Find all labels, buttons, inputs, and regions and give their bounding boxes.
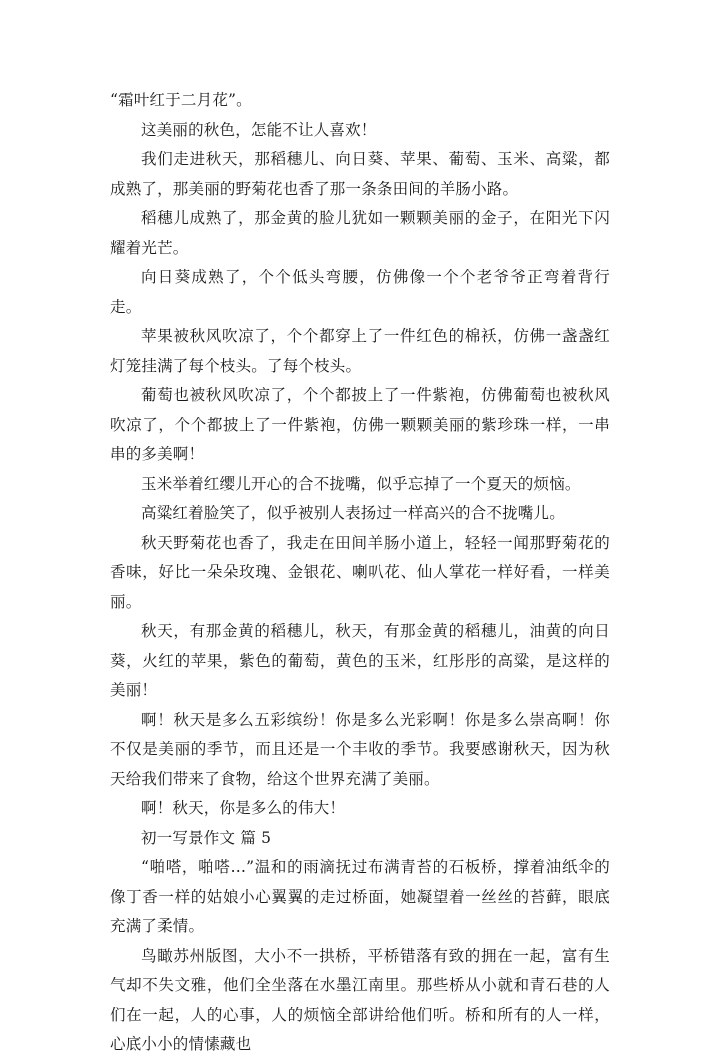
paragraph: 秋天，有那金黄的稻穗儿，秋天，有那金黄的稻穗儿，油黄的向日葵，火红的苹果，紫色的葡萄，黄色的玉米，红彤彤的高粱，是这样的美丽！ [110,622,610,699]
paragraph: 鸟瞰苏州版图，大小不一拱桥，平桥错落有致的拥在一起，富有生气却不失文雅，他们全坐落在水墨江南里。那些桥从小就和青石巷的人们在一起，人的心事，人的烦恼全部讲给他们听。桥和所有的人一样，心底小小的情愫藏也 [110,946,610,1053]
paragraph: 向日葵成熟了，个个低头弯腰，仿佛像一个个老爷爷正弯着背行走。 [110,268,610,316]
paragraph-quote: “霜叶红于二月花”。 [110,91,252,109]
section-heading: 初一写景作文 篇 5 [141,828,272,847]
paragraph: “啪嗒，啪嗒…”温和的雨滴抚过布满青苔的石板桥，撑着油纸伞的像丁香一样的姑娘小心翼翼的走过桥面，她凝望着一丝丝的苔藓，眼底充满了柔情。 [110,858,610,935]
paragraph: 这美丽的秋色，怎能不让人喜欢！ [141,120,377,139]
paragraph: 苹果被秋风吹凉了，个个都穿上了一件红色的棉袄，仿佛一盏盏红灯笼挂满了每个枝头。了每个枝头。 [110,327,610,375]
paragraph: 啊！秋天是多么五彩缤纷！你是多么光彩啊！你是多么崇高啊！你不仅是美丽的季节，而且还是一个丰收的季节。我要感谢秋天，因为秋天给我们带来了食物，给这个世界充满了美丽。 [110,710,610,788]
essay-body [110,86,610,1060]
paragraph: 玉米举着红缨儿开心的合不拢嘴，似乎忘掉了一个夏天的烦恼。 [141,474,581,493]
paragraph: 秋天野菊花也香了，我走在田间羊肠小道上，轻轻一闻那野菊花的香味，好比一朵朵玫瑰、金银花、喇叭花、仙人掌花一样好看，一样美丽。 [110,533,610,611]
paragraph: 稻穗儿成熟了，那金黄的脸儿犹如一颗颗美丽的金子，在阳光下闪耀着光芒。 [110,209,610,257]
paragraph: 高粱红着脸笑了，似乎被别人表扬过一样高兴的合不拢嘴儿。 [141,504,565,522]
paragraph: 啊！秋天，你是多么的伟大！ [141,799,346,817]
paragraph: 葡萄也被秋风吹凉了，个个都披上了一件紫袍，仿佛葡萄也被秋风吹凉了，个个都披上了一件紫袍，仿佛一颗颗美丽的紫珍珠一样，一串串的多美啊！ [110,386,610,463]
paragraph: 我们走进秋天，那稻穗儿、向日葵、苹果、葡萄、玉米、高粱，都成熟了，那美丽的野菊花也香了那一条条田间的羊肠小路。 [110,150,610,198]
